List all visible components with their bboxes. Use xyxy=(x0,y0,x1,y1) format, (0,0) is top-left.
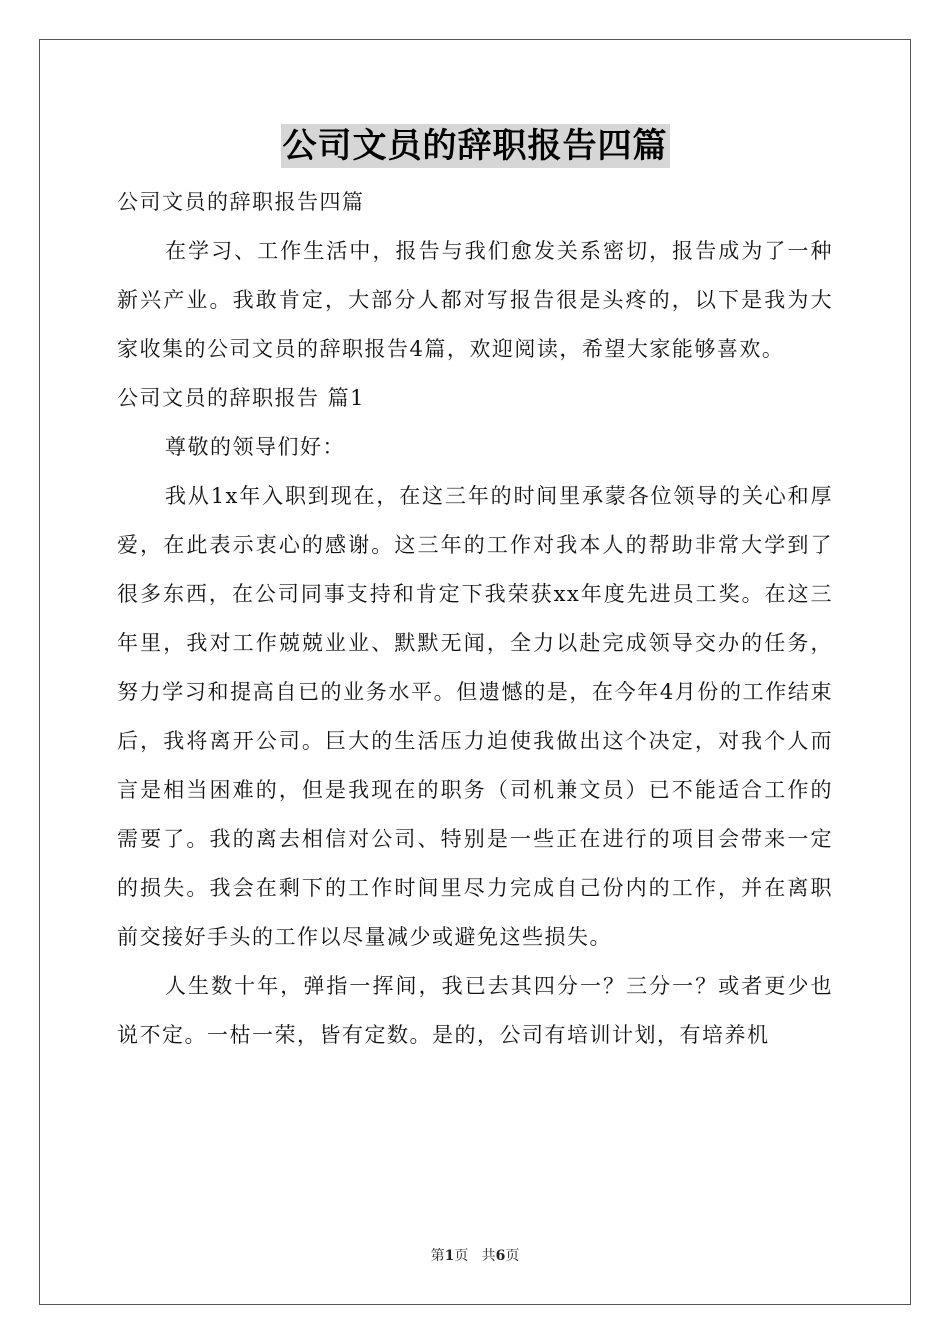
footer-page-number: 1 xyxy=(444,1248,455,1264)
section-heading: 公司文员的辞职报告 篇1 xyxy=(117,386,366,410)
footer-page-prefix: 第 xyxy=(430,1248,445,1264)
salutation: 尊敬的领导们好： xyxy=(165,435,345,459)
subtitle-paragraph: 公司文员的辞职报告四篇 xyxy=(117,190,365,214)
document-body xyxy=(117,178,833,1060)
title-container xyxy=(0,124,950,168)
intro-paragraph: 在学习、工作生活中，报告与我们愈发关系密切，报告成为了一种新兴产业。我敢肯定，大部分人都对写报告很是头疼的，以下是我为大家收集的公司文员的辞职报告4篇，欢迎阅读，希望大家能够喜欢。 xyxy=(117,239,833,361)
page-footer xyxy=(0,1245,950,1265)
footer-total-pages: 6 xyxy=(495,1248,506,1264)
body-paragraph: 我从1x年入职到现在，在这三年的时间里承蒙各位领导的关心和厚爱，在此表示衷心的感谢。这三年的工作对我本人的帮助非常大学到了很多东西，在公司同事支持和肯定下我荣获xx年度先进员工奖。在这三年里，我对工作兢兢业业、默默无闻，全力以赴完成领导交办的任务，努力学习和提高自已的业务水平。但遗憾的是，在今年4月份的工作结束后，我将离开公司。巨大的生活压力迫使我做出这个决定，对我个人而言是相当困难的，但是我现在的职务（司机兼文员）已不能适合工作的需要了。我的离去相信对公司、特别是一些正在进行的项目会带来一定的损失。我会在剩下的工作时间里尽力完成自己份内的工作，并在离职前交接好手头的工作以尽量减少或避免这些损失。 xyxy=(117,484,833,949)
document-title: 公司文员的辞职报告四篇 xyxy=(282,126,668,166)
footer-page-mid: 页 共 xyxy=(454,1248,496,1264)
footer-page-suffix: 页 xyxy=(505,1248,520,1264)
body-paragraph-continued: 人生数十年，弹指一挥间，我已去其四分一？三分一？或者更少也说不定。一枯一荣，皆有定数。是的，公司有培训计划，有培养机 xyxy=(117,974,833,1047)
